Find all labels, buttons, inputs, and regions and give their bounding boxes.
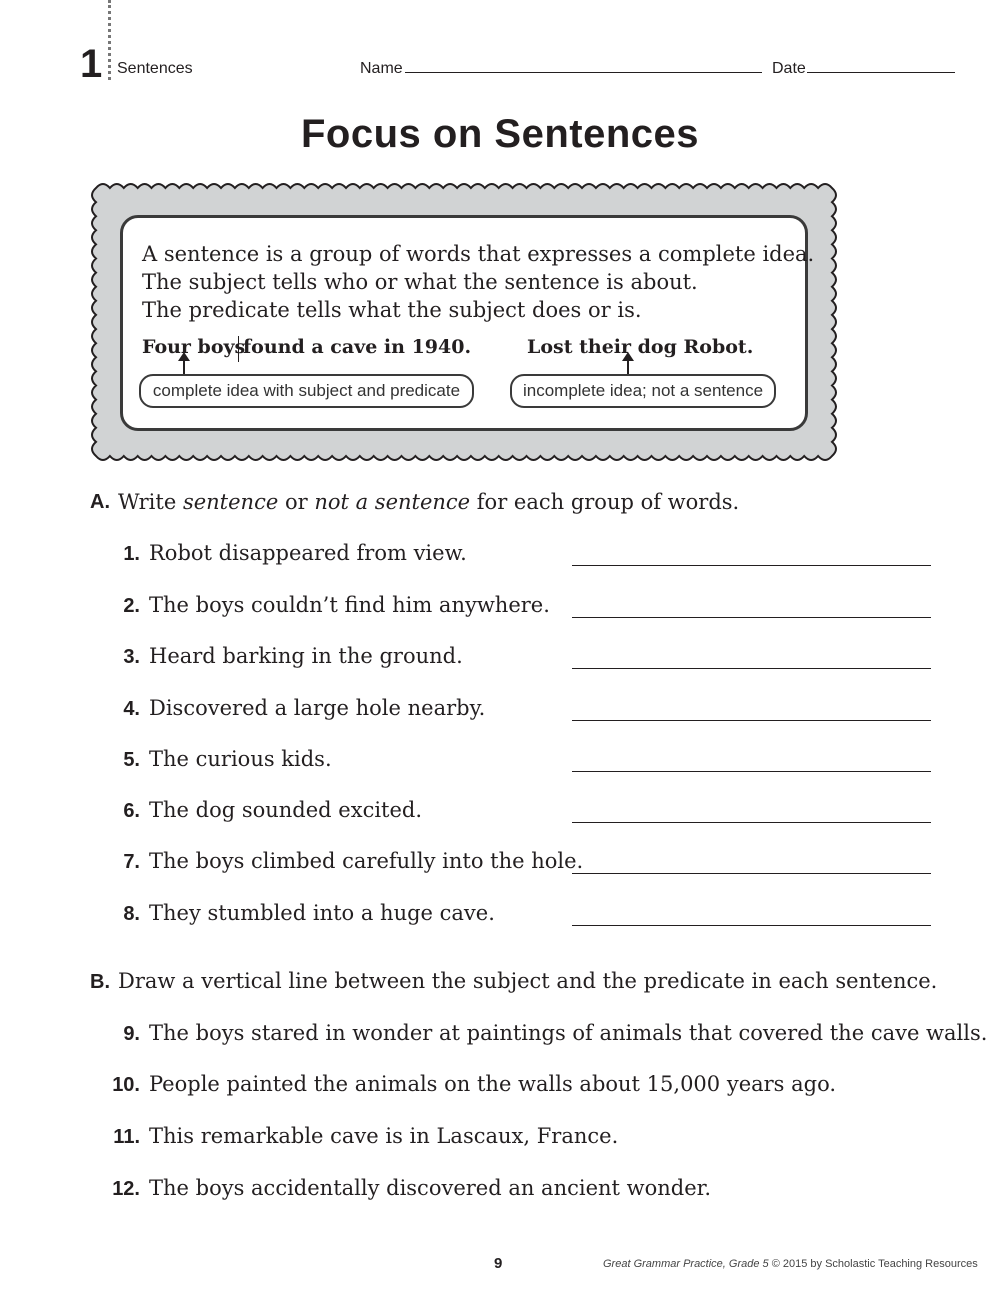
caption-complete-idea: complete idea with subject and predicate: [139, 374, 474, 408]
item-text: The dog sounded excited.: [149, 798, 423, 822]
section-a-instruction: Write sentence or not a sentence for each group of words.: [118, 490, 740, 514]
item-text: Heard barking in the ground.: [149, 644, 463, 668]
item-number: 4.: [123, 698, 140, 720]
answer-line[interactable]: [572, 822, 931, 823]
item-number: 10.: [112, 1074, 140, 1096]
item-text: The curious kids.: [149, 747, 332, 771]
item-text: The boys climbed carefully into the hole.: [149, 849, 584, 873]
page-number: 9: [494, 1255, 503, 1272]
example-predicate: found a cave in 1940.: [243, 336, 472, 358]
unit-name: Sentences: [117, 60, 193, 77]
definition-sentence: A sentence is a group of words that expresses a complete idea.: [142, 242, 815, 266]
item-number: 2.: [123, 595, 140, 617]
item-number: 5.: [123, 749, 140, 771]
section-a-letter: A.: [90, 491, 110, 513]
answer-line[interactable]: [572, 668, 931, 669]
item-number: 11.: [113, 1126, 140, 1148]
answer-line[interactable]: [572, 565, 931, 566]
caption-incomplete-idea: incomplete idea; not a sentence: [510, 374, 776, 408]
answer-line[interactable]: [572, 925, 931, 926]
example-fragment: Lost their dog Robot.: [527, 336, 754, 358]
item-number: 8.: [123, 903, 140, 925]
section-b-instruction: Draw a vertical line between the subject and the predicate in each sentence.: [118, 969, 938, 993]
name-label: Name: [360, 60, 403, 77]
page-title: Focus on Sentences: [301, 112, 699, 156]
answer-line[interactable]: [572, 720, 931, 721]
item-number: 12.: [112, 1178, 140, 1200]
sentence-text[interactable]: This remarkable cave is in Lascaux, France.: [149, 1124, 619, 1148]
dotted-margin-line: [108, 0, 111, 80]
item-number: 1.: [123, 543, 140, 565]
answer-line[interactable]: [572, 617, 931, 618]
item-text: Robot disappeared from view.: [149, 541, 467, 565]
answer-line[interactable]: [572, 873, 931, 874]
definition-subject: The subject tells who or what the sentence is about.: [142, 270, 698, 294]
item-number: 3.: [123, 646, 140, 668]
subject-predicate-divider: [238, 336, 239, 362]
example-subject: Four boys: [142, 336, 246, 358]
unit-number: 1: [80, 42, 103, 86]
item-text: The boys couldn’t find him anywhere.: [149, 593, 550, 617]
copyright-footer: Great Grammar Practice, Grade 5 © 2015 by Scholastic Teaching Resources: [603, 1258, 978, 1270]
name-field-line[interactable]: [405, 72, 762, 73]
sentence-text[interactable]: The boys accidentally discovered an ancient wonder.: [149, 1176, 712, 1200]
item-number: 7.: [123, 851, 140, 873]
answer-line[interactable]: [572, 771, 931, 772]
item-text: Discovered a large hole nearby.: [149, 696, 486, 720]
date-field-line[interactable]: [807, 72, 955, 73]
definition-predicate: The predicate tells what the subject does or is.: [142, 298, 642, 322]
sentence-text[interactable]: People painted the animals on the walls about 15,000 years ago.: [149, 1072, 837, 1096]
sentence-text[interactable]: The boys stared in wonder at paintings of animals that covered the cave walls.: [149, 1021, 988, 1045]
item-number: 6.: [123, 800, 140, 822]
section-b-letter: B.: [90, 971, 110, 993]
item-text: They stumbled into a huge cave.: [149, 901, 495, 925]
item-number: 9.: [123, 1023, 140, 1045]
date-label: Date: [772, 60, 806, 77]
